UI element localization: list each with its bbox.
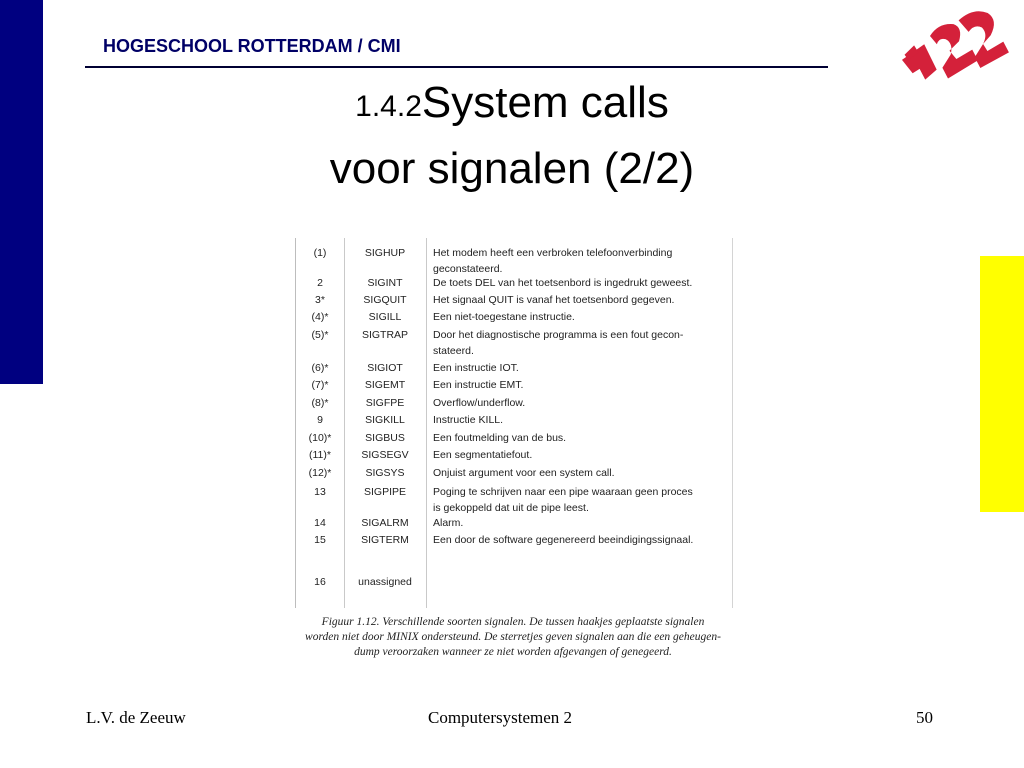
description-line: Alarm. (433, 517, 464, 529)
right-accent-bar (980, 256, 1024, 512)
signal-number: (4)* (311, 311, 329, 323)
signal-name: SIGALRM (361, 517, 409, 529)
signal-number: (11)* (309, 449, 331, 461)
signal-number: 14 (314, 517, 326, 529)
signal-name: SIGINT (367, 277, 403, 289)
signal-name: SIGBUS (365, 432, 405, 444)
description-line: Door het diagnostische programma is een fout gecon- (433, 329, 684, 341)
signal-number: 9 (317, 414, 323, 426)
description-line: Een instructie EMT. (433, 379, 524, 391)
signal-name: SIGSEGV (361, 449, 409, 461)
signal-description (433, 377, 723, 393)
description-line: Het modem heeft een verbroken telefoonverbinding (433, 247, 673, 259)
signal-number: (6)* (311, 362, 329, 374)
description-line: stateerd. (433, 345, 474, 357)
description-line: geconstateerd. (433, 263, 503, 275)
signal-description (433, 484, 723, 516)
signal-name: SIGSYS (365, 467, 405, 479)
signal-name: SIGHUP (364, 247, 406, 259)
left-accent-bar (0, 0, 43, 384)
signal-number: 3* (315, 294, 325, 306)
signal-description (433, 395, 723, 411)
signal-number: 15 (314, 534, 326, 546)
signal-name: SIGEMT (364, 379, 406, 391)
signal-description (433, 275, 723, 291)
slide-title (200, 70, 824, 202)
signal-name: SIGTERM (361, 534, 409, 546)
signal-name: SIGQUIT (363, 294, 407, 306)
signal-name: SIGKILL (365, 414, 405, 426)
description-line: Een instructie IOT. (433, 362, 519, 374)
signal-description (433, 532, 723, 548)
signal-number: (8)* (311, 397, 329, 409)
description-line: Onjuist argument voor een system call. (433, 467, 615, 479)
hogeschool-logo-icon (888, 4, 1016, 100)
title-line-2: voor signalen (2/2) (329, 144, 695, 193)
caption-line: dump veroorzaken wanneer ze niet worden afgevangen of genegeerd. (354, 646, 672, 658)
header-divider (85, 66, 828, 68)
caption-line: worden niet door MINIX ondersteund. De sterretjes geven signalen aan die een geheugen- (305, 631, 721, 643)
signal-description (433, 327, 723, 359)
signal-name: SIGILL (368, 311, 402, 323)
signal-description (433, 309, 723, 325)
description-line: Instructie KILL. (433, 414, 504, 426)
caption-line: Figuur 1.12. Verschillende soorten signalen. De tussen haakjes geplaatste signalen (321, 616, 705, 628)
footer-page-number: 50 (916, 708, 933, 727)
signal-number: 16 (314, 576, 326, 588)
signal-number: (1) (313, 247, 327, 259)
description-line: Een segmentatiefout. (433, 449, 533, 461)
signal-number: (5)* (311, 329, 329, 341)
signal-number: 2 (317, 277, 323, 289)
figure-caption (268, 615, 758, 660)
description-line: Een door de software gegenereerd beeindigingssignaal. (433, 534, 694, 546)
title-line-1: System calls (421, 78, 669, 127)
footer-course: Computersystemen 2 (428, 708, 573, 727)
signal-number: (10)* (308, 432, 332, 444)
footer-author: L.V. de Zeeuw (86, 708, 186, 727)
signal-description (433, 430, 723, 446)
signal-description (433, 412, 723, 428)
signal-name: SIGTRAP (361, 329, 409, 341)
description-line: Een niet-toegestane instructie. (433, 311, 575, 323)
description-line: Poging te schrijven naar een pipe waaraan geen proces (433, 486, 693, 498)
signal-table (295, 238, 733, 608)
description-line: Een foutmelding van de bus. (433, 432, 567, 444)
signal-description (433, 292, 723, 308)
signal-description (433, 447, 723, 463)
signal-name: SIGIOT (367, 362, 403, 374)
signal-name: SIGFPE (365, 397, 405, 409)
description-line: is gekoppeld dat uit de pipe leest. (433, 502, 589, 514)
signal-name: unassigned (358, 576, 412, 588)
signal-number: (12)* (308, 467, 332, 479)
description-line: Het signaal QUIT is vanaf het toetsenbord gegeven. (433, 294, 675, 306)
title-section-number: 1.4.2 (355, 90, 422, 123)
description-line: Overflow/underflow. (433, 397, 526, 409)
column-divider (426, 238, 427, 608)
header-org: HOGESCHOOL ROTTERDAM / CMI (103, 36, 401, 56)
signal-number: 13 (314, 486, 326, 498)
signal-name: SIGPIPE (363, 486, 406, 498)
signal-number: (7)* (311, 379, 329, 391)
signal-description (433, 515, 723, 531)
signal-description (433, 360, 723, 376)
signal-description (433, 465, 723, 481)
signal-description (433, 245, 723, 277)
description-line: De toets DEL van het toetsenbord is ingedrukt geweest. (433, 277, 693, 289)
